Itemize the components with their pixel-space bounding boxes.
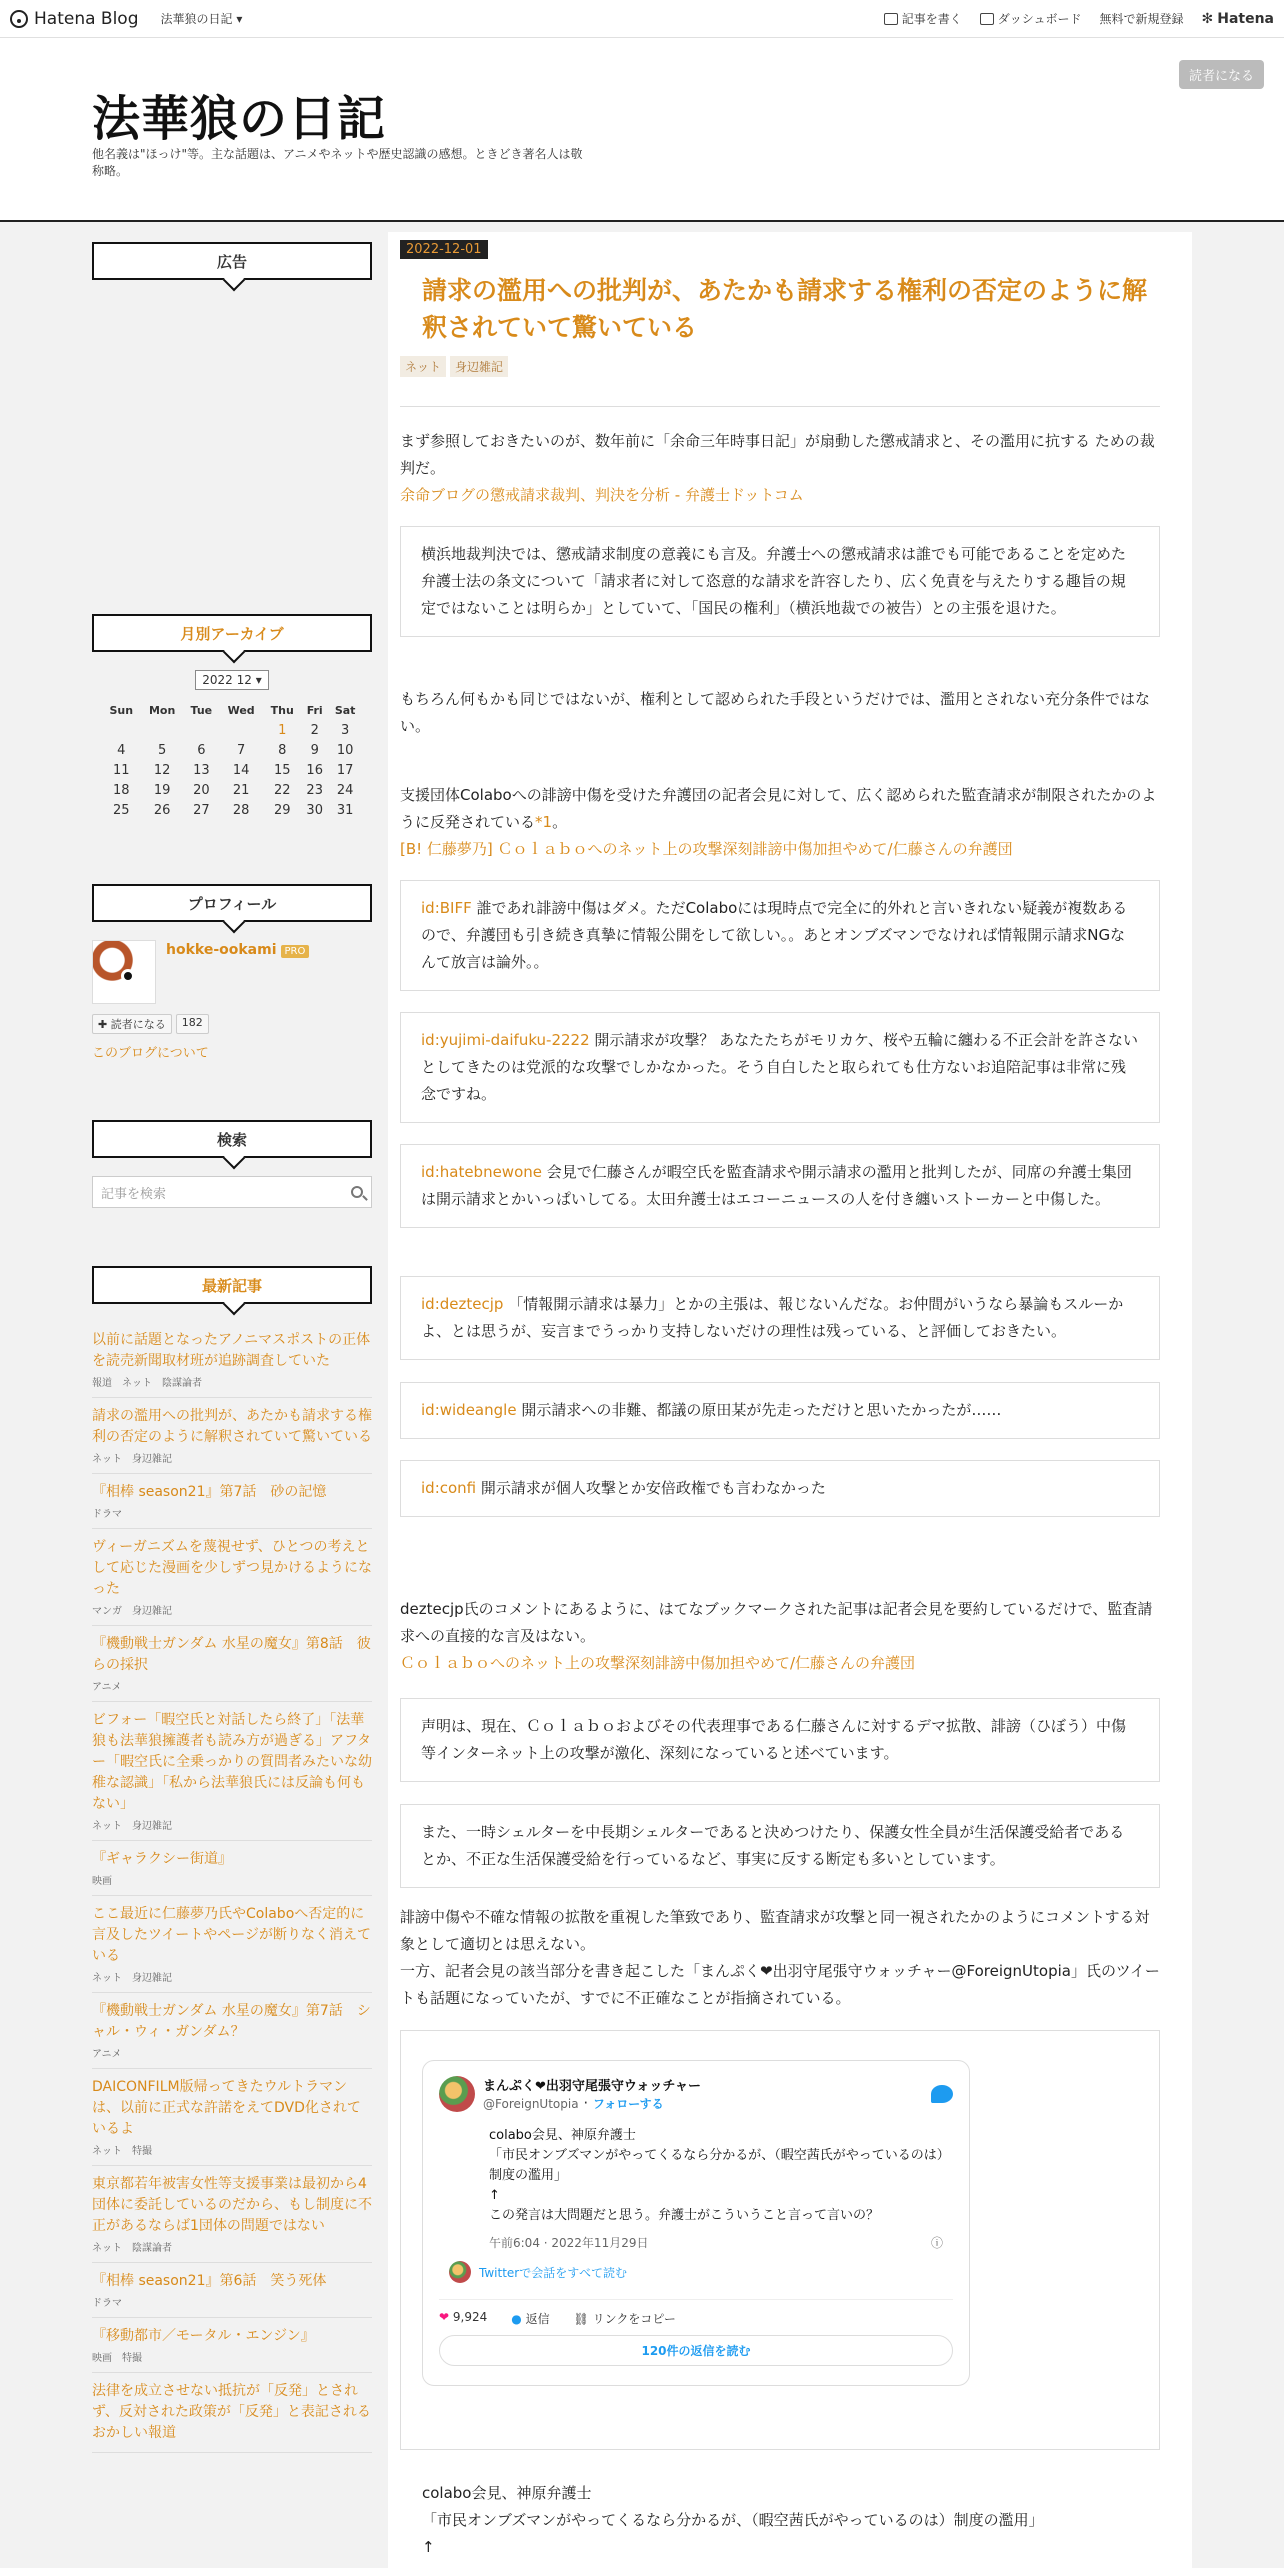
divider <box>400 406 1160 407</box>
entry <box>388 232 1192 2568</box>
calendar-day: 17 <box>336 762 354 778</box>
category-tag[interactable]: ネット <box>400 356 446 377</box>
recent-entry[interactable] <box>92 1702 372 1841</box>
paragraph-line: colabo会見、神原弁護士 <box>422 2484 592 2502</box>
ad-title: 広告 <box>92 242 372 280</box>
paragraph-line: 「市民オンブズマンがやってくるなら分かるが、（暇空茜氏がやっているのは）制度の濫用」 <box>422 2511 1044 2529</box>
recent-entry[interactable] <box>92 2318 372 2373</box>
pencil-icon <box>884 13 898 25</box>
bookmark-comment <box>400 1012 1160 1123</box>
twitter-bird-icon[interactable] <box>931 2085 953 2103</box>
dashboard-label: ダッシュボード <box>997 12 1082 26</box>
recent-entry[interactable] <box>92 2166 372 2263</box>
recent-entry-title[interactable]: ここ最近に仁藤夢乃氏やColaboへ否定的に言及したツイートやページが断りなく消えている <box>92 1906 372 1964</box>
footnote-link[interactable]: *1 <box>535 813 553 831</box>
like-count: 9,924 <box>452 2310 488 2324</box>
blog-header <box>0 38 1284 222</box>
recent-entry-categories[interactable]: 映画 特撮 <box>92 2353 142 2364</box>
recent-entry-categories[interactable]: アニメ <box>92 1682 122 1693</box>
search-title: 検索 <box>92 1120 372 1158</box>
calendar-day: 2 <box>310 722 319 738</box>
calendar-day: 22 <box>273 782 291 798</box>
bookmark-comment <box>400 880 1160 991</box>
calendar-week <box>102 760 362 780</box>
calendar-week <box>102 800 362 820</box>
recent-entry-categories[interactable]: ドラマ <box>92 1509 122 1520</box>
copy-link-button[interactable] <box>574 2310 676 2327</box>
dashboard-icon <box>980 13 994 25</box>
bookmark-comment <box>400 1144 1160 1228</box>
recent-entry[interactable] <box>92 1322 372 1398</box>
like-button[interactable] <box>439 2310 487 2327</box>
paragraph <box>400 1904 1160 2012</box>
recent-entry[interactable] <box>92 1896 372 1993</box>
mini-avatar <box>449 2261 471 2283</box>
calendar-day-header: Wed <box>227 703 255 717</box>
comment-text: 開示請求への非難、都議の原田某が先走っただけと思いたかったが…… <box>516 1401 1002 1419</box>
header-actions <box>884 10 1274 27</box>
calendar-week <box>102 740 362 760</box>
recent-entry-categories[interactable]: ネット 陰謀論者 <box>92 2243 172 2254</box>
recent-entry-title[interactable]: 『機動戦士ガンダム 水星の魔女』第8話 彼らの採択 <box>92 1636 371 1673</box>
tokyo-np-link[interactable]: Ｃｏｌａｂｏへのネット上の攻撃深刻誹謗中傷加担やめて/仁藤さんの弁護団 <box>400 1654 916 1672</box>
tweet-handle[interactable]: @ForeignUtopia <box>483 2097 579 2111</box>
profile-module <box>92 884 372 1061</box>
search-input[interactable] <box>92 1176 372 1208</box>
profile-name[interactable]: hokke-ookami <box>166 942 277 958</box>
entry-categories <box>400 356 508 377</box>
read-conversation-link[interactable] <box>449 2261 953 2283</box>
quote-text: 横浜地裁判決では、懲戒請求制度の意義にも言及。弁護士への懲戒請求は誰でも可能であることを定めた弁護士法の条文について「請求者に対して恣意的な請求を許容したり、広く免責を与えたりする趣旨の規定ではないことは明らか」としていて、「国民の権利」（横浜地裁での被告）との主張を退けた。 <box>421 545 1127 617</box>
calendar-day: 8 <box>278 742 287 758</box>
global-header <box>0 0 1284 38</box>
profile-row <box>92 940 372 1004</box>
recent-entry[interactable] <box>92 2373 372 2453</box>
tweet-line: colabo会見、神原弁護士 <box>489 2128 636 2143</box>
bookmark-comment <box>400 1460 1160 1517</box>
hatena-mark-icon: ✻ <box>1201 10 1214 27</box>
dashboard-button[interactable] <box>980 10 1082 27</box>
calendar-day: 25 <box>113 802 130 818</box>
tweet-line: ↑ <box>489 2188 500 2203</box>
paragraph-text: 支援団体Colaboへの誹謗中傷を受けた弁護団の記者会見に対して、広く認められた監査請求が制限されたかのように反発されている <box>400 786 1157 831</box>
search-icon[interactable] <box>351 1186 363 1198</box>
pro-badge: PRO <box>281 945 310 958</box>
calendar-day: 6 <box>197 742 206 758</box>
recent-entry-title[interactable]: DAICONFILM版帰ってきたウルトラマンは、以前に正式な許諾をえてDVD化されているよ <box>92 2079 361 2137</box>
recent-entry-title[interactable]: 『ギャラクシー街道』 <box>92 1851 232 1867</box>
recent-entry-title[interactable]: 『相棒 season21』第7話 砂の記憶 <box>92 1484 327 1500</box>
recent-entry-title[interactable]: ビフォー「暇空氏と対話したら終了」「法華狼も法華狼擁護者も読み方が過ぎる」アフター「暇空氏に全乗っかりの質問者みたいな幼稚な認識」「私から法華狼氏には反論も何もない」 <box>92 1712 372 1812</box>
comment-text: 誰であれ誹謗中傷はダメ。ただColaboには現時点で完全に的外れと言いきれない疑義が複数あるので、弁護団も引き続き真摯に情報公開をして欲しい。。あとオンブズマンでなければ情報開示請求NGなんて放言は論外。。 <box>421 899 1128 971</box>
paragraph-text: まず参照しておきたいのが、数年前に「余命三年時事日記」が扇動した懲戒請求と、その濫用に抗する ための裁判だ。 <box>400 432 1155 477</box>
subscriber-count[interactable]: 182 <box>176 1014 209 1034</box>
calendar-day: 21 <box>232 782 250 798</box>
calendar-day: 26 <box>153 802 171 818</box>
calendar-day-header: Fri <box>306 703 323 717</box>
calendar-day: 20 <box>193 782 210 798</box>
calendar-day: 16 <box>306 762 323 778</box>
recent-entry-categories[interactable]: マンガ 身辺雑記 <box>92 1606 172 1617</box>
profile-title: プロフィール <box>92 884 372 922</box>
ad-module <box>92 242 372 280</box>
paragraph <box>400 1596 1160 1677</box>
blockquote <box>400 526 1160 637</box>
calendar-day: 11 <box>113 762 130 778</box>
blockquote <box>400 1698 1160 1782</box>
search-module <box>92 1120 372 1208</box>
recent-entry-title[interactable]: 『相棒 season21』第6話 笑う死体 <box>92 2273 327 2289</box>
hatena-brand-label: Hatena <box>1217 10 1274 27</box>
calendar-day: 5 <box>158 742 167 758</box>
paragraph-text: deztecjp氏のコメントにあるように、はてなブックマークされた記事は記者会見を要約しているだけで、監査請求への直接的な言及はない。 <box>400 1600 1153 1645</box>
calendar-day: 29 <box>273 802 291 818</box>
paragraph-text: 誹謗中傷や不確な情報の拡散を重視した筆致であり、監査請求が攻撃と同一視されたかのようにコメントする対象として適切とは思えない。 <box>400 1908 1150 1953</box>
calendar-week <box>102 780 362 800</box>
calendar-day-header: Sat <box>334 703 356 717</box>
recent-entry-categories[interactable]: ネット 身辺雑記 <box>92 1973 172 1984</box>
comment-text: 「情報開示請求は暴力」とかの主張は、報じないんだな。お仲間がいうなら暴論もスルーかよ、とは思うが、妄言までうっかり支持しないだけの理性は残っている、と評価しておきたい。 <box>421 1295 1124 1340</box>
calendar-day: 30 <box>306 802 323 818</box>
calendar-day: 31 <box>336 802 354 818</box>
recent-entry-title[interactable]: 東京都若年被害女性等支援事業は最初から4団体に委託しているのだから、もし制度に不正があるならば1団体の問題ではない <box>92 2176 372 2234</box>
calendar-day: 14 <box>232 762 250 778</box>
avatar[interactable] <box>92 940 156 1004</box>
paragraph: もちろん何もかも同じではないが、権利として認められた手段というだけでは、濫用とされない充分条件ではない。 <box>400 690 1151 735</box>
calendar-day: 23 <box>306 782 323 798</box>
comment-user-link[interactable]: id:yujimi-daifuku-2222 <box>421 1031 590 1049</box>
hatena-logo-icon <box>10 10 28 28</box>
about-link-text[interactable]: このブログについて <box>92 1046 209 1061</box>
write-button[interactable] <box>884 10 962 27</box>
recent-entry[interactable] <box>92 1474 372 1529</box>
tweet-text <box>489 2126 953 2226</box>
calendar-day: 19 <box>153 782 171 798</box>
recent-entry-categories[interactable]: 報道 ネット 陰謀論者 <box>92 1378 202 1389</box>
recent-module <box>92 1266 372 2453</box>
recent-entry-categories[interactable]: ドラマ <box>92 2298 122 2309</box>
follow-button[interactable]: フォローする <box>592 2097 664 2111</box>
paragraph <box>400 428 1160 509</box>
recent-entry-title[interactable]: 法律を成立させない抵抗が「反発」とされず、反対された政策が「反発」と表記されるおかしい報道 <box>92 2383 371 2441</box>
hatena-brand[interactable] <box>1202 11 1275 27</box>
calendar <box>102 700 362 820</box>
entry-title[interactable]: 請求の濫用への批判が、あたかも請求する権利の否定のように解釈されていて驚いている <box>422 276 1148 342</box>
recent-list <box>92 1322 372 2453</box>
recent-entry-title[interactable]: 『移動都市／モータル・エンジン』 <box>92 2328 315 2344</box>
search-placeholder: 記事を検索 <box>101 1186 167 1202</box>
blog-description: 他名義は"ほっけ"等。主な話題は、アニメやネットや歴史認識の感想。ときどき著名人は敬称略。 <box>92 147 583 178</box>
tweet-actions <box>439 2299 953 2327</box>
recent-entry[interactable] <box>92 1993 372 2069</box>
calendar-day <box>141 720 184 740</box>
recent-entry[interactable] <box>92 1841 372 1896</box>
bookmark-comment <box>400 1382 1160 1439</box>
tweet-time[interactable]: 午前6:04 · 2022年11月29日 <box>489 2236 649 2250</box>
calendar-day: 9 <box>310 742 319 758</box>
subscribe-button[interactable]: 読者になる <box>1179 60 1264 89</box>
recent-entry-title[interactable]: 以前に話題となったアノニマスポストの正体を読売新聞取材班が追跡調査していた <box>92 1332 371 1369</box>
bengo4-link[interactable]: 余命ブログの懲戒請求裁判、判決を分析 - 弁護士ドットコム <box>400 486 804 504</box>
calendar-day: 24 <box>336 782 354 798</box>
tweet-author-name[interactable]: まんぷく❤出羽守尾張守ウォッチャー <box>483 2079 701 2094</box>
read-replies-button[interactable]: 120件の返信を読む <box>439 2335 953 2366</box>
thread-label: Twitterで会話をすべて読む <box>479 2265 627 2280</box>
calendar-day <box>102 720 141 740</box>
hatena-blog-logo[interactable] <box>10 9 139 29</box>
recent-entry-categories[interactable]: アニメ <box>92 2049 122 2060</box>
comment-text: 開示請求が攻撃？ あなたたちがモリカケ、桜や五輪に纏わる不正会計を許さないとしてきたのは党派的な攻撃でしかなかった。そう自白したと取られても仕方ないお追陪記事は非常に残念ですね。 <box>421 1031 1138 1103</box>
blog-title[interactable]: 法華狼の日記 <box>92 91 387 147</box>
reply-button[interactable] <box>511 2310 549 2327</box>
calendar-day: 28 <box>232 802 250 818</box>
comment-text: 会見で仁藤さんが暇空氏を監査請求や開示請求の濫用と批判したが、同席の弁護士集団は開示請求とかいっぱいしてる。太田弁護士はエコーニュースの人を付き纏いストーカーと中傷した。 <box>421 1163 1132 1208</box>
calendar-day: 13 <box>193 762 210 778</box>
write-label: 記事を書く <box>901 12 962 26</box>
about-link[interactable] <box>92 1042 372 1061</box>
calendar-day-header: Tue <box>190 703 213 717</box>
calendar-day <box>219 720 263 740</box>
recent-title[interactable]: 最新記事 <box>92 1266 372 1304</box>
recent-entry-categories[interactable]: ネット 身辺雑記 <box>92 1821 172 1832</box>
link-icon: ⛓ <box>573 2312 589 2326</box>
archive-module <box>92 614 372 820</box>
calendar-day: 27 <box>193 802 210 818</box>
copy-link-label: リンクをコピー <box>592 2312 676 2326</box>
paragraph-text: 一方、記者会見の該当部分を書き起こした「まんぷく❤出羽守尾張守ウォッチャー@ForeignUtopia」氏のツイートも話題になっていたが、すでに不正確なことが指摘されている。 <box>400 1962 1160 2007</box>
recent-entry-title[interactable]: 請求の濫用への批判が、あたかも請求する権利の否定のように解釈されていて驚いている <box>92 1408 372 1445</box>
quote-text: また、一時シェルターを中長期シェルターであると決めつけたり、保護女性全員が生活保護受給者であるとか、不正な生活保護受給を行っているなど、事実に反する断定も多いとしています。 <box>421 1823 1125 1868</box>
reply-label: 返信 <box>525 2312 550 2326</box>
paragraph-line: ↑ <box>422 2538 435 2556</box>
blog-menu[interactable]: 法華狼の日記 ▾ <box>160 12 243 26</box>
comment-user-link[interactable]: id:deztecjp <box>421 1295 504 1313</box>
calendar-day-header: Thu <box>270 703 294 717</box>
register-link[interactable]: 無料で新規登録 <box>1099 12 1184 26</box>
info-icon[interactable]: ⓘ <box>930 2236 943 2250</box>
calendar-day-header: Mon <box>148 703 176 717</box>
paragraph <box>422 2480 1182 2561</box>
comment-user-link[interactable]: id:confi <box>421 1479 477 1497</box>
archive-title[interactable]: 月別アーカイブ <box>92 614 372 652</box>
comment-user-link[interactable]: id:hatebnewone <box>421 1163 542 1181</box>
recent-entry[interactable] <box>92 1626 372 1702</box>
recent-entry-categories[interactable]: ネット 特撮 <box>92 2146 152 2157</box>
tweet-avatar[interactable] <box>439 2076 475 2112</box>
recent-entry[interactable] <box>92 2263 372 2318</box>
paragraph: 支援団体Colaboへの誹謗中傷を受けた弁護団の記者会見に対して、広く認められた監査請求が制限されたかのように反発されている*1。 [B! 仁藤夢乃] Ｃｏｌａｂｏへのネット上の攻撃深刻誹謗中傷加担やめて/仁藤さんの弁護団 <box>400 786 1157 858</box>
calendar-day-header: Sun <box>109 703 134 717</box>
profile-subscribe-button[interactable]: ✚ 読者になる <box>92 1014 172 1034</box>
comment-user-link[interactable]: id:BIFF <box>421 899 472 917</box>
profile-buttons <box>92 1014 372 1034</box>
calendar-day: 12 <box>153 762 171 778</box>
recent-entry-categories[interactable]: 映画 <box>92 1876 112 1887</box>
blockquote <box>400 1804 1160 1888</box>
recent-entry-categories[interactable]: ネット 身辺雑記 <box>92 1454 172 1465</box>
calendar-day: 18 <box>113 782 130 798</box>
bookmark-comment <box>400 1276 1160 1360</box>
archive-select[interactable]: 2022 12 ▾ <box>195 670 269 690</box>
entry-date[interactable]: 2022-12-01 <box>400 240 488 259</box>
logo-text: Hatena Blog <box>34 8 139 29</box>
tweet-line: この発言は大問題だと思う。弁護士がこういうこと言って言いの？ <box>489 2208 880 2223</box>
calendar-day: 4 <box>117 742 126 758</box>
recent-entry[interactable] <box>92 1398 372 1474</box>
heart-icon: ❤ <box>439 2310 450 2324</box>
comment-text: 開示請求が個人攻撃とか安倍政権でも言わなかった <box>476 1479 826 1497</box>
reply-icon: ● <box>511 2312 522 2326</box>
recent-entry[interactable] <box>92 2069 372 2166</box>
quote-text: 声明は、現在、Ｃｏｌａｂｏおよびその代表理事である仁藤さんに対するデマ拡散、誹謗（ひぼう）中傷等インターネット上の攻撃が激化、深刻になっていると述べています。 <box>421 1717 1127 1762</box>
calendar-day: 7 <box>237 742 246 758</box>
recent-entry-title[interactable]: 『機動戦士ガンダム 水星の魔女』第7話 シャル・ウィ・ガンダム？ <box>92 2003 371 2040</box>
calendar-day: 3 <box>340 722 350 738</box>
hatebu-link[interactable]: [B! 仁藤夢乃] Ｃｏｌａｂｏへのネット上の攻撃深刻誹謗中傷加担やめて/仁藤さんの弁護団 <box>400 840 1013 858</box>
calendar-week <box>102 720 362 740</box>
recent-entry[interactable] <box>92 1529 372 1626</box>
calendar-day <box>184 720 219 740</box>
calendar-day: 10 <box>336 742 354 758</box>
calendar-day: 15 <box>273 762 291 778</box>
tweet-line: 「市民オンブズマンがやってくるなら分かるが、（暇空茜氏がやっているのは）制度の濫用」 <box>489 2148 950 2183</box>
embedded-tweet[interactable]: まんぷく❤出羽守尾張守ウォッチャー @ForeignUtopia · フォローする colabo会見、神原弁護士 「市民オンブズマンがやってくるなら分かるが、（暇空茜氏がやっているのは）制度の濫用」 ↑ この発言は大問題だと思う。弁護士がこういうこと言って言いの？ 午前6:04 · 2022年11月29日 ⓘ Twitterで会話をすべて読む ❤ 9,924 ● 返信 ⛓ リンクをコピー 120件の返信を読む <box>422 2060 970 2386</box>
calendar-day[interactable]: 1 <box>278 722 287 738</box>
category-tag[interactable]: 身辺雑記 <box>450 356 508 377</box>
comment-user-link[interactable]: id:wideangle <box>421 1401 517 1419</box>
recent-entry-title[interactable]: ヴィーガニズムを蔑視せず、ひとつの考えとして応じた漫画を少しずつ見かけるようになった <box>92 1539 372 1597</box>
